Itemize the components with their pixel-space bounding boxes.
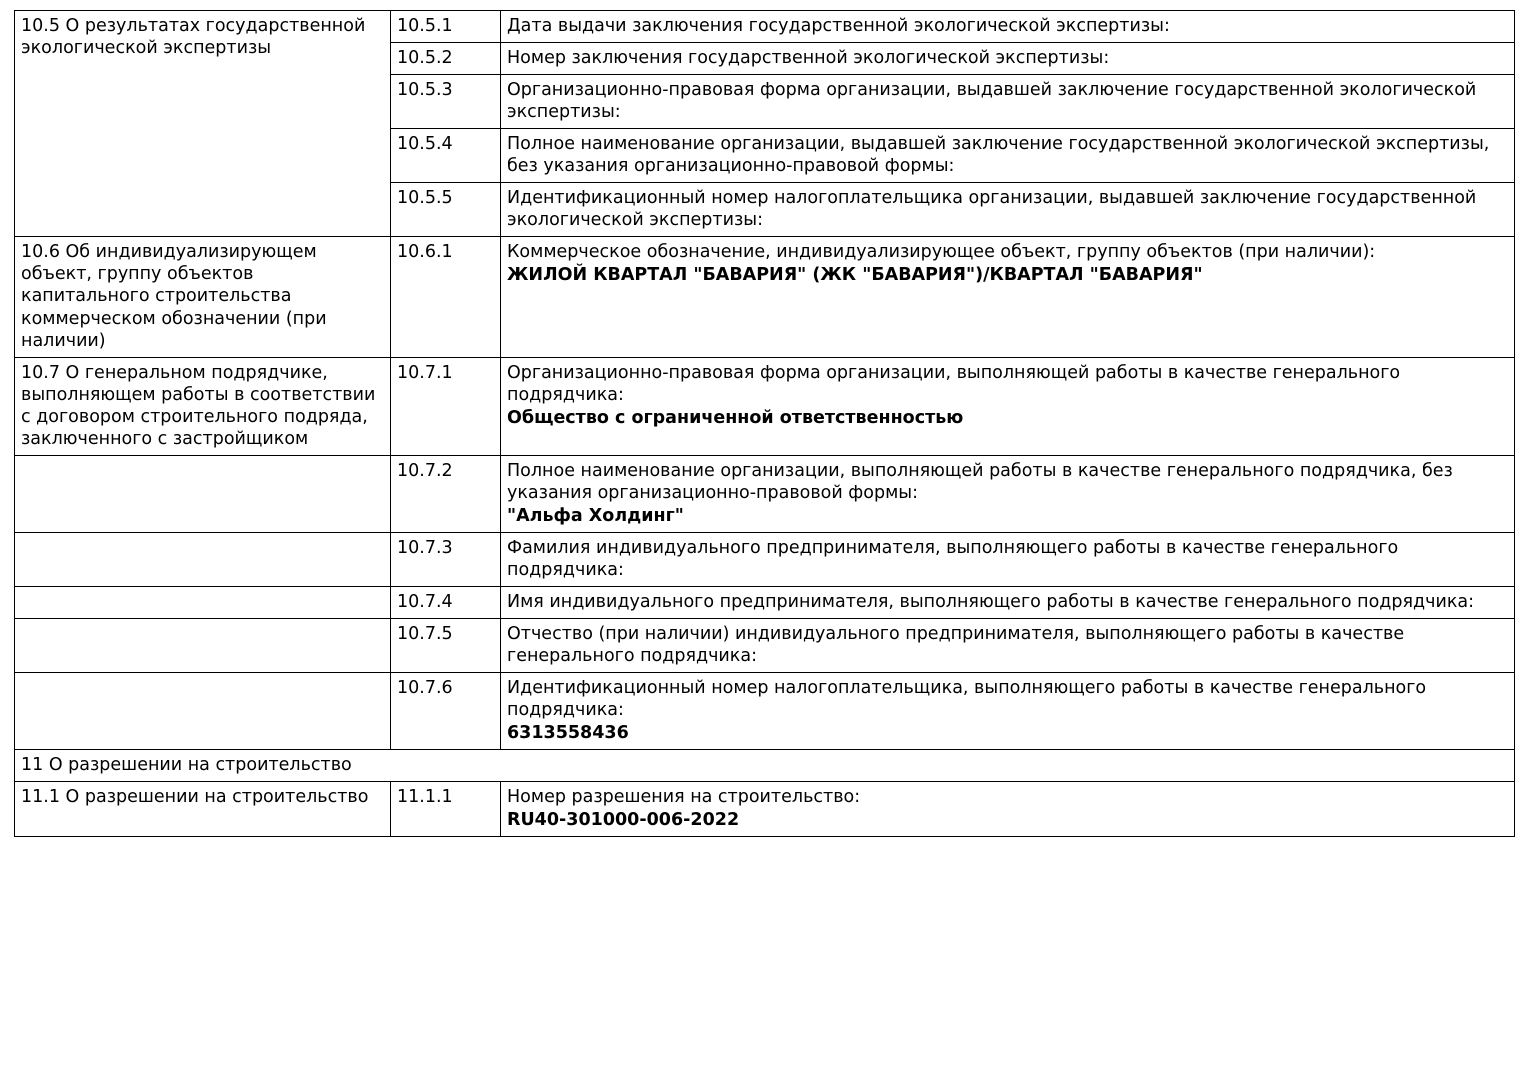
row-code: 10.5.2 [391,43,501,75]
section-continuation [15,673,391,750]
row-content [501,673,1515,750]
row-code: 10.5.1 [391,11,501,43]
row-label: Организационно-правовая форма организации, выполняющей работы в качестве генерального подрядчика: [507,362,1401,405]
table-row [15,673,1515,750]
table-row [15,532,1515,586]
row-content [501,782,1515,837]
row-code: 10.7.2 [391,455,501,532]
row-label: Имя индивидуального предпринимателя, выполняющего работы в качестве генерального подрядчика: [507,592,1475,613]
row-label: Номер разрешения на строительство: [507,787,861,808]
row-value: RU40-301000-006-2022 [507,810,740,831]
table-row [15,782,1515,837]
row-content [501,619,1515,673]
row-label: Дата выдачи заключения государственной экологической экспертизы: [507,16,1170,36]
row-label: Полное наименование организации, выполняющей работы в качестве генерального подрядчика, без указания организационно-правовой формы: [507,460,1453,503]
section-title-10-6: 10.6 Об индивидуализирующем объект, группу объектов капитального строительства коммерческом обозначении (при наличии) [15,237,391,357]
row-code: 10.5.4 [391,129,501,183]
row-content [501,43,1515,75]
row-code: 10.5.5 [391,183,501,237]
section-title-11-1: 11.1 О разрешении на строительство [15,782,391,837]
row-label: Отчество (при наличии) индивидуального предпринимателя, выполняющего работы в качестве генерального подрядчика: [507,624,1405,667]
row-label: Организационно-правовая форма организации, выдавшей заключение государственной экологической экспертизы: [507,80,1477,123]
row-code: 10.7.4 [391,587,501,619]
row-content [501,587,1515,619]
row-code: 10.7.1 [391,357,501,455]
row-value: Общество с ограниченной ответственностью [507,407,964,428]
section-continuation [15,587,391,619]
row-value: 6313558436 [507,723,629,744]
row-content [501,75,1515,129]
row-label: Полное наименование организации, выдавшей заключение государственной экологической экспертизы, без указания организационно-правовой формы: [507,134,1490,177]
row-content [501,11,1515,43]
section-continuation [15,532,391,586]
section-continuation [15,619,391,673]
row-code: 10.5.3 [391,75,501,129]
table-row [15,455,1515,532]
section-continuation [15,455,391,532]
row-code: 10.7.6 [391,673,501,750]
row-code: 10.6.1 [391,237,501,357]
table-row [15,750,1515,782]
row-content [501,183,1515,237]
row-content [501,357,1515,455]
table-row [15,357,1515,455]
row-value: "Альфа Холдинг" [507,505,684,526]
row-content [501,237,1515,357]
row-code: 10.7.5 [391,619,501,673]
row-code: 10.7.3 [391,532,501,586]
section-title-10-5: 10.5 О результатах государственной экологической экспертизы [15,11,391,237]
section-title-11: 11 О разрешении на строительство [15,750,1515,782]
row-value: ЖИЛОЙ КВАРТАЛ "БАВАРИЯ" (ЖК "БАВАРИЯ")/КВАРТАЛ "БАВАРИЯ" [507,265,1203,286]
table-row [15,11,1515,43]
declaration-table [14,10,1515,837]
row-code: 11.1.1 [391,782,501,837]
row-label: Номер заключения государственной экологической экспертизы: [507,48,1110,69]
row-label: Фамилия индивидуального предпринимателя, выполняющего работы в качестве генерального подрядчика: [507,537,1399,580]
row-content [501,532,1515,586]
row-label: Коммерческое обозначение, индивидуализирующее объект, группу объектов (при наличии): [507,242,1376,263]
row-content [501,129,1515,183]
row-content [501,455,1515,532]
table-row [15,587,1515,619]
row-label: Идентификационный номер налогоплательщика организации, выдавшей заключение государственной экологической экспертизы: [507,188,1477,231]
table-row [15,619,1515,673]
row-label: Идентификационный номер налогоплательщика, выполняющего работы в качестве генерального подрядчика: [507,678,1427,721]
table-row [15,237,1515,357]
section-title-10-7: 10.7 О генеральном подрядчике, выполняющем работы в соответствии с договором строительного подряда, заключенного с застройщиком [15,357,391,455]
